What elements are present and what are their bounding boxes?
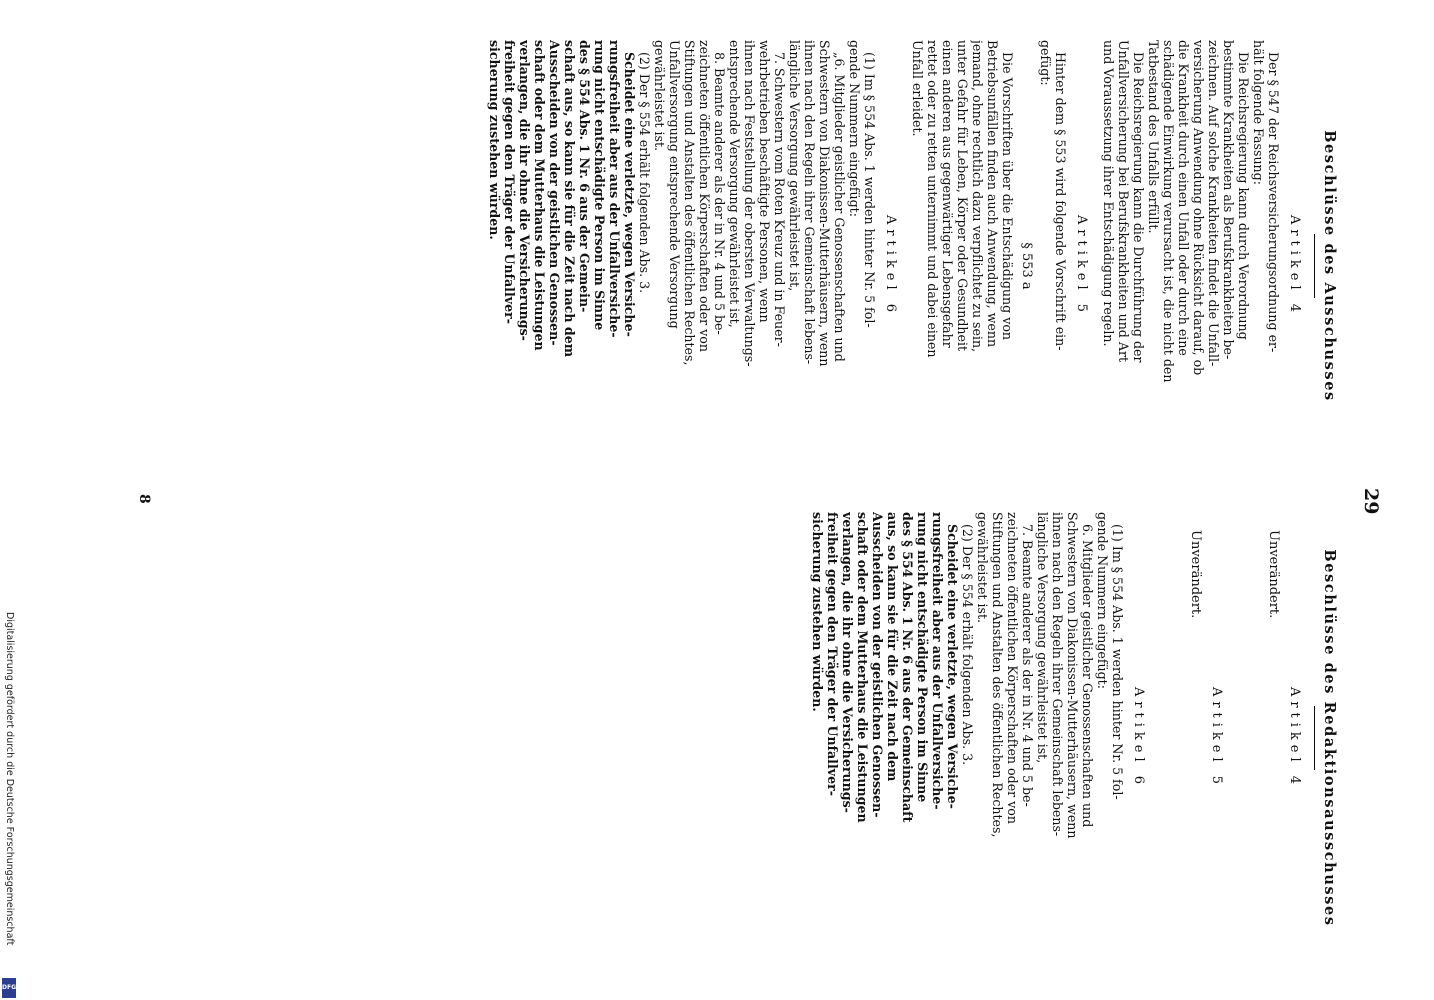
text-line: Scheidet eine verletzte, wegen Versiche- bbox=[622, 52, 637, 337]
text-line: längliche Versorgung gewährleistet ist, bbox=[1035, 512, 1050, 764]
text-line: Die Reichsregierung kann die Durchführung der bbox=[1131, 52, 1146, 363]
text-line: gende Nummern eingefügt: bbox=[847, 40, 862, 217]
text-line: verlangen, die ihr ohne die Versicherungs- bbox=[840, 512, 855, 813]
text-line: wehrbetrieben beschäftigte Personen, wenn bbox=[757, 40, 772, 323]
unchanged-note: Unverändert. bbox=[1188, 530, 1203, 619]
text-line: Scheidet eine verletzte, wegen Versiche- bbox=[945, 524, 960, 809]
section-heading: § 553 a bbox=[1019, 242, 1034, 290]
text-line: (1) Im § 554 Abs. 1 werden hinter Nr. 5 fol- bbox=[1110, 524, 1125, 800]
text-line: schaft oder dem Mutterhaus die Leistungen bbox=[532, 40, 547, 351]
text-line: 8. Beamte anderer als der in Nr. 4 und 5 be- bbox=[712, 52, 727, 335]
bold-paragraph bbox=[810, 512, 960, 964]
right-column-heading: Beschlüsse des Redaktionsausschusses bbox=[1321, 549, 1338, 927]
text-line: Der § 547 der Reichsversicherungsordnung er- bbox=[1266, 52, 1281, 353]
text-line: schädigende Einwirkung verursacht ist, die nicht den bbox=[1161, 40, 1176, 383]
text-line: zeichneten öffentlichen Körperschaften oder von bbox=[697, 40, 712, 352]
left-column bbox=[48, 40, 1338, 492]
text-line: rungsfreiheit aber aus der Unfallversiche- bbox=[930, 512, 945, 810]
text-line: rettet oder zu retten unternimmt und dabei einen bbox=[925, 40, 940, 358]
credit-text: Digitalisierung gefördert durch die Deutsche Forschungsgemeinschaft bbox=[4, 612, 15, 946]
right-column-blocks bbox=[810, 512, 1302, 964]
text-line: Ausscheiden von der geistlichen Genossen- bbox=[870, 512, 885, 818]
text-line: 7. Schwestern vom Roten Kreuz und in Feuer- bbox=[772, 52, 787, 347]
article-heading: Artikel 4 bbox=[1287, 686, 1302, 790]
text-line: Hinter dem § 553 wird folgende Vorschrift ein- bbox=[1053, 52, 1068, 351]
text-line: Stiftungen und Anstalten des öffentlichen Rechtes, bbox=[990, 512, 1005, 838]
text-line: Betriebsunfällen finden auch Anwendung, wenn bbox=[985, 40, 1000, 348]
text-line: rung nicht entschädigte Person im Sinne bbox=[915, 512, 930, 803]
text-line: gefügt: bbox=[1038, 40, 1053, 86]
digitization-credit bbox=[2, 612, 16, 998]
text-line: rungsfreiheit aber aus der Unfallversiche- bbox=[607, 40, 622, 338]
text-line: freiheit gegen den Träger der Unfallver- bbox=[502, 40, 517, 324]
text-paragraph bbox=[960, 512, 975, 964]
unchanged-note: Unverändert. bbox=[1266, 530, 1281, 619]
text-line: (2) Der § 554 erhält folgenden Abs. 3. bbox=[637, 52, 652, 294]
bold-paragraph bbox=[487, 40, 637, 492]
text-paragraph bbox=[652, 40, 877, 492]
text-line: Unfallversorgung entsprechende Versorgung bbox=[667, 40, 682, 329]
text-line: Unfallversicherung bei Berufskrankheiten und Art bbox=[1116, 40, 1131, 363]
text-line: schaft aus, so kann sie für die Zeit nach dem bbox=[562, 40, 577, 358]
text-line: jemand, ohne rechtlich dazu verpflichtet zu sein, bbox=[970, 40, 985, 353]
text-line: und Voraussetzung ihrer Entschädigung regeln. bbox=[1101, 40, 1116, 347]
dfg-logo: DFG bbox=[2, 978, 16, 998]
page-number-top: 29 bbox=[1360, 488, 1382, 515]
text-line: Ausscheiden von der geistlichen Genossen- bbox=[547, 40, 562, 346]
text-line: einen anderen aus gegenwärtiger Lebensgefahr bbox=[940, 40, 955, 348]
text-line: Die Reichsregierung kann durch Verordnung bbox=[1236, 52, 1251, 340]
text-line: Stiftungen und Anstalten des öffentlichen Rechtes, bbox=[682, 40, 697, 366]
article-heading: Artikel 6 bbox=[1131, 686, 1146, 790]
text-line: verlangen, die ihr ohne die Versicherungs- bbox=[517, 40, 532, 341]
text-line: Schwestern von Diakonissen-Mutterhäusern, wenn bbox=[817, 40, 832, 367]
text-line: längliche Versorgung gewährleistet ist, bbox=[787, 40, 802, 292]
text-line: unter Gefahr für Leben, Körper oder Gesundheit bbox=[955, 40, 970, 352]
text-line: sicherung zustehen würden. bbox=[487, 40, 502, 240]
text-line: rung nicht entschädigte Person im Sinne bbox=[592, 40, 607, 331]
article-heading: Artikel 6 bbox=[883, 214, 898, 318]
text-paragraph bbox=[1101, 40, 1281, 492]
text-line: „6. Mitglieder geistlicher Genossenschaften und bbox=[832, 52, 847, 362]
article-heading: Artikel 5 bbox=[1209, 686, 1224, 790]
text-line: gende Nummern eingefügt: bbox=[1095, 512, 1110, 689]
text-line: gewährleistet ist. bbox=[975, 512, 990, 624]
text-paragraph bbox=[910, 40, 1015, 492]
spacer bbox=[1236, 512, 1248, 964]
text-line: 7. Beamte anderer als der in Nr. 4 und 5 be- bbox=[1020, 524, 1035, 807]
article-heading: Artikel 4 bbox=[1287, 214, 1302, 318]
text-line: bestimmte Krankheiten als Berufskrankheiten be- bbox=[1221, 40, 1236, 360]
spacer bbox=[1158, 512, 1170, 964]
page-number-bottom: 8 bbox=[136, 494, 152, 504]
text-line: zeichneten öffentlichen Körperschaften oder von bbox=[1005, 512, 1020, 824]
text-line: aus, so kann sie für die Zeit nach dem bbox=[885, 512, 900, 782]
text-line: entsprechende Versorgung gewährleistet ist, bbox=[727, 40, 742, 328]
left-column-blocks bbox=[487, 40, 1302, 492]
text-line: freiheit gegen den Träger der Unfallver- bbox=[825, 512, 840, 796]
text-line: schaft oder dem Mutterhaus die Leistungen bbox=[855, 512, 870, 823]
text-line: (2) Der § 554 erhält folgenden Abs. 3. bbox=[960, 524, 975, 766]
text-line: Die Vorschriften über die Entschädigung von bbox=[1000, 52, 1015, 341]
right-column bbox=[48, 512, 1338, 964]
text-line: ihnen nach den Regeln ihrer Gemeinschaft lebens- bbox=[802, 40, 817, 365]
text-line: des § 554 Abs. 1 Nr. 6 aus der Gemein- bbox=[577, 40, 592, 313]
text-line: (1) Im § 554 Abs. 1 werden hinter Nr. 5 fol- bbox=[862, 52, 877, 328]
text-line: versicherung Anwendung ohne Rücksicht darauf, ob bbox=[1191, 40, 1206, 376]
text-line: des § 554 Abs. 1 Nr. 6 aus der Gemeinschaft bbox=[900, 512, 915, 823]
text-line: Unfall erleidet. bbox=[910, 40, 925, 137]
text-paragraph bbox=[1038, 40, 1068, 492]
text-line: sicherung zustehen würden. bbox=[810, 512, 825, 712]
text-paragraph bbox=[637, 40, 652, 492]
heading-rule bbox=[1314, 234, 1315, 298]
text-line: die Krankheit durch einen Unfall oder durch eine bbox=[1176, 40, 1191, 356]
text-line: Schwestern von Diakonissen-Mutterhäusern, wenn bbox=[1065, 512, 1080, 839]
text-line: hält folgende Fassung: bbox=[1251, 40, 1266, 185]
text-line: zeichnen. Auf solche Krankheiten findet die Unfall- bbox=[1206, 40, 1221, 367]
text-line: Tatbestand des Unfalls erfüllt. bbox=[1146, 40, 1161, 234]
text-paragraph bbox=[975, 512, 1125, 964]
article-heading: Artikel 5 bbox=[1074, 214, 1089, 318]
left-column-heading: Beschlüsse des Ausschusses bbox=[1321, 130, 1338, 402]
text-line: 6. Mitglieder geistlicher Genossenschaften und bbox=[1080, 524, 1095, 828]
text-line: ihnen nach Feststellung der obersten Verwaltungs- bbox=[742, 40, 757, 367]
text-line: ihnen nach den Regeln ihrer Gemeinschaft lebens- bbox=[1050, 512, 1065, 837]
text-line: gewährleistet ist. bbox=[652, 40, 667, 152]
heading-rule bbox=[1314, 706, 1315, 770]
